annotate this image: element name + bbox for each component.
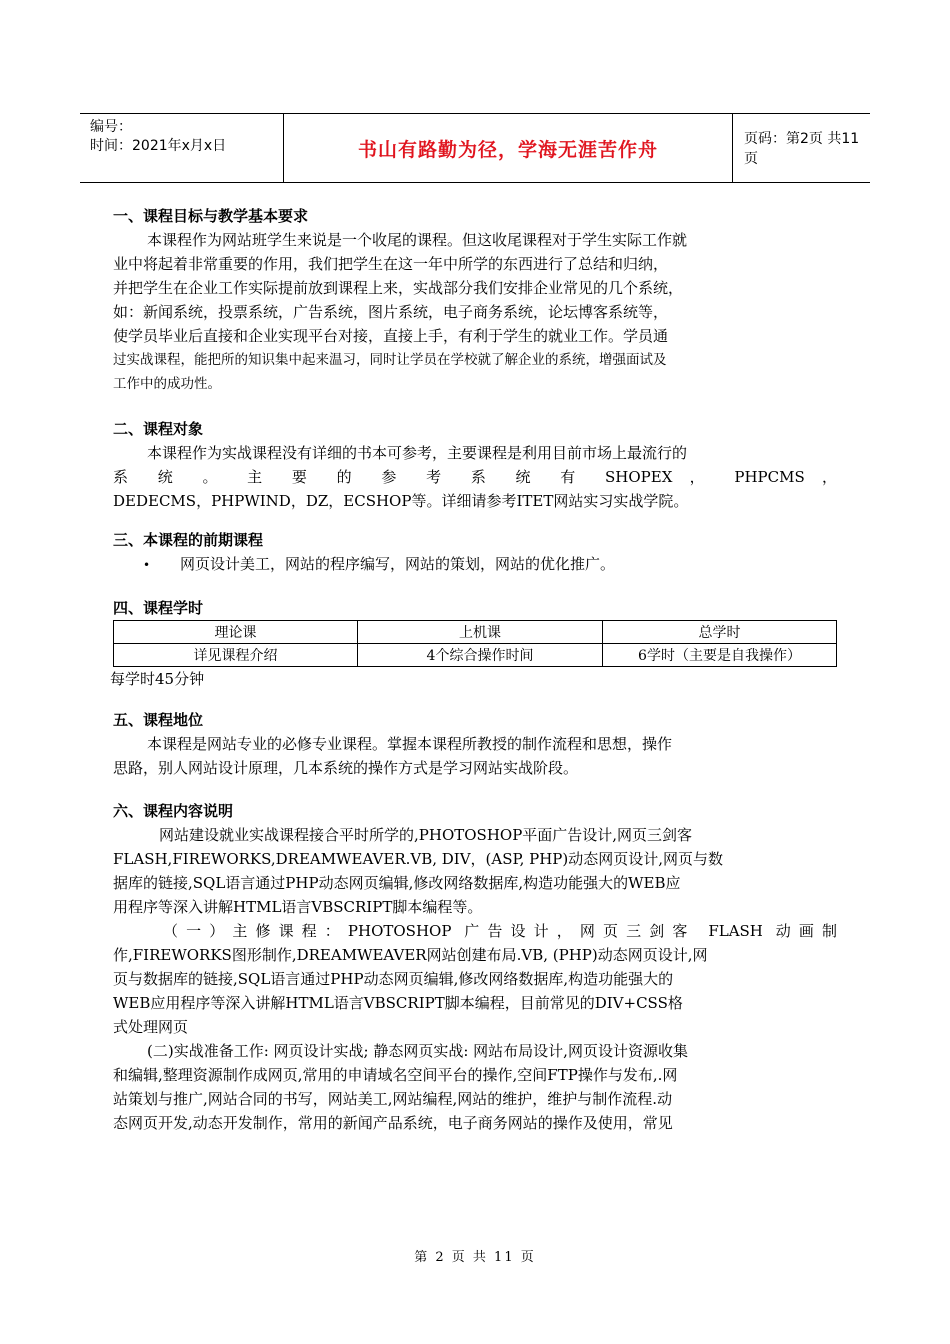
body-line: 据库的链接,SQL语言通过PHP动态网页编辑,修改网络数据库,构造功能强大的WEB应 xyxy=(113,874,681,892)
body-line: FLASH,FIREWORKS,DREAMWEAVER.VB, DIV，(ASP, PHP)动态网页设计,网页与数 xyxy=(113,850,723,868)
section-title: 四、课程学时 xyxy=(113,599,204,617)
section-title: 五、课程地位 xyxy=(113,711,204,729)
section-title: 一、课程目标与教学基本要求 xyxy=(113,207,309,225)
body-line: (二)实战准备工作: 网页设计实战; 静态网页实战: 网站布局设计,网页设计资源收集 xyxy=(147,1042,688,1060)
body-line: （一）主修课程：PHOTOSHOP 广告设计，网页三剑客 FLASH 动画制 xyxy=(163,922,837,940)
body-line: 用程序等深入讲解HTML语言VBSCRIPT脚本编程等。 xyxy=(113,898,483,916)
body-line: 作,FIREWORKS图形制作,DREAMWEAVER网站创建布局.VB, (PHP)动态网页设计,网 xyxy=(113,946,708,964)
list-item xyxy=(113,552,837,577)
table-cell: 4个综合操作时间 xyxy=(358,644,603,667)
table-cell: 详见课程介绍 xyxy=(114,644,358,667)
document-body xyxy=(110,205,837,1135)
section-title: 二、课程对象 xyxy=(113,420,204,438)
bullet-icon xyxy=(113,552,147,577)
table-header: 总学时 xyxy=(603,621,837,644)
body-line: 思路，别人网站设计原理，几本系统的操作方式是学习网站实战阶段。 xyxy=(113,759,579,777)
motto: 书山有路勤为径，学海无涯苦作舟 xyxy=(357,138,658,161)
body-line: WEB应用程序等深入讲解HTML语言VBSCRIPT脚本编程，目前常见的DIV+CSS格 xyxy=(113,994,683,1012)
number-label: 编号： xyxy=(90,119,132,135)
header-meta xyxy=(90,118,280,156)
page-header xyxy=(80,113,870,183)
date-line: 时间：2021年x月x日 xyxy=(90,138,227,154)
table-row xyxy=(114,644,837,667)
page-info: 页码：第2页 共11页 xyxy=(744,131,860,167)
body-line: 业中将起着非常重要的作用，我们把学生在这一年中所学的东西进行了总结和归纳， xyxy=(113,255,669,273)
table-cell: 6学时（主要是自我操作） xyxy=(603,644,837,667)
list-item-text: 网页设计美工，网站的程序编写，网站的策划，网站的优化推广。 xyxy=(180,555,616,573)
body-line: 页与数据库的链接,SQL语言通过PHP动态网页编辑,修改网络数据库,构造功能强大的 xyxy=(113,970,674,988)
body-line: 网站建设就业实战课程接合平时所学的,PHOTOSHOP平面广告设计,网页三剑客 xyxy=(159,826,693,844)
body-line: 过实战课程，能把所的知识集中起来温习，同时让学员在学校就了解企业的系统，增强面试及 xyxy=(113,352,667,368)
motto-cell xyxy=(283,114,733,182)
table-header: 理论课 xyxy=(114,621,358,644)
body-line: 态网页开发,动态开发制作，常用的新闻产品系统，电子商务网站的操作及使用，常见 xyxy=(113,1114,673,1132)
table-header-row xyxy=(114,621,837,644)
body-line: 系 统 。 主 要 的 参 考 系 统 有 SHOPEX ， PHPCMS ， xyxy=(113,468,837,486)
hours-table xyxy=(113,620,837,667)
body-line: 和编辑,整理资源制作成网页,常用的申请域名空间平台的操作,空间FTP操作与发布,.网 xyxy=(113,1066,678,1084)
body-line: DEDECMS，PHPWIND，DZ，ECSHOP等。详细请参考ITET网站实习实战学院。 xyxy=(113,492,689,510)
body-line: 工作中的成功性。 xyxy=(113,376,221,392)
body-line: 站策划与推广,网站合同的书写，网站美工,网站编程,网站的维护，维护与制作流程.动 xyxy=(113,1090,673,1108)
body-line: 式处理网页 xyxy=(113,1018,189,1036)
body-line: 如：新闻系统，投票系统，广告系统，图片系统，电子商务系统，论坛博客系统等， xyxy=(113,303,669,321)
section-title: 六、课程内容说明 xyxy=(113,802,234,820)
body-line: 本课程作为网站班学生来说是一个收尾的课程。但这收尾课程对于学生实际工作就 xyxy=(147,231,688,249)
hours-note: 每学时45分钟 xyxy=(110,670,205,688)
table-header: 上机课 xyxy=(358,621,603,644)
body-line: 本课程是网站专业的必修专业课程。掌握本课程所教授的制作流程和思想，操作 xyxy=(147,735,673,753)
section-title: 三、本课程的前期课程 xyxy=(113,531,264,549)
body-line: 使学员毕业后直接和企业实现平台对接，直接上手，有利于学生的就业工作。学员通 xyxy=(113,327,669,345)
body-line: 本课程作为实战课程没有详细的书本可参考，主要课程是利用目前市场上最流行的 xyxy=(147,444,688,462)
page-footer: 第 2 页 共 11 页 xyxy=(414,1250,536,1265)
body-line: 并把学生在企业工作实际提前放到课程上来，实战部分我们安排企业常见的几个系统， xyxy=(113,279,684,297)
